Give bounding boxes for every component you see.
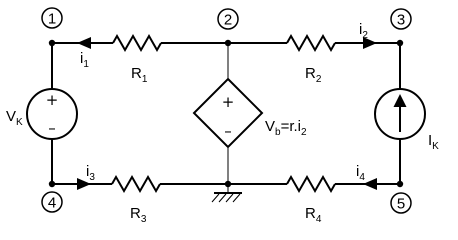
node-label-1: 1 xyxy=(47,10,57,28)
node-marker-2 xyxy=(218,9,238,29)
resistor-r1 xyxy=(113,36,161,85)
voltage-source-vk xyxy=(6,89,77,139)
node-marker-3 xyxy=(391,9,411,29)
current-i4-label: $i_4$ xyxy=(356,163,365,183)
current-i3-label: $i_3$ xyxy=(86,163,95,183)
node-label-4: 4 xyxy=(47,194,57,212)
plus-sign: + xyxy=(45,91,59,109)
minus-sign: – xyxy=(224,122,232,140)
current-i2 xyxy=(359,21,377,49)
current-source-label: $I_K$ xyxy=(428,132,439,152)
current-i3 xyxy=(77,163,95,190)
dependent-voltage-source xyxy=(194,79,307,147)
node-label-5: 5 xyxy=(396,195,406,213)
current-i4 xyxy=(356,163,377,190)
current-i2-label: $i_2$ xyxy=(359,21,368,41)
current-i1 xyxy=(77,37,91,70)
arrow-left-icon xyxy=(363,178,377,190)
resistor-r1-label: $R_1$ xyxy=(131,65,148,85)
arrow-left-icon xyxy=(77,37,91,49)
resistor-r2 xyxy=(287,36,335,85)
node-marker-5 xyxy=(391,193,411,213)
node-label-3: 3 xyxy=(396,11,406,29)
node-marker-1 xyxy=(42,8,62,28)
voltage-source-label: $V_K$ xyxy=(6,108,23,128)
resistor-r3 xyxy=(112,177,160,225)
resistor-r3-label: $R_3$ xyxy=(130,205,147,225)
resistor-r2-label: $R_2$ xyxy=(305,65,322,85)
node-label-2: 2 xyxy=(223,11,233,29)
resistor-r4 xyxy=(287,177,335,225)
dependent-source-label: $V_b=r.i_2$ xyxy=(265,118,307,138)
resistor-r4-label: $R_4$ xyxy=(305,205,322,225)
current-source-ik xyxy=(375,89,439,152)
current-i1-label: $i_1$ xyxy=(80,50,89,70)
node-marker-4 xyxy=(42,192,62,212)
plus-sign: + xyxy=(221,93,235,111)
minus-sign: – xyxy=(48,119,56,137)
